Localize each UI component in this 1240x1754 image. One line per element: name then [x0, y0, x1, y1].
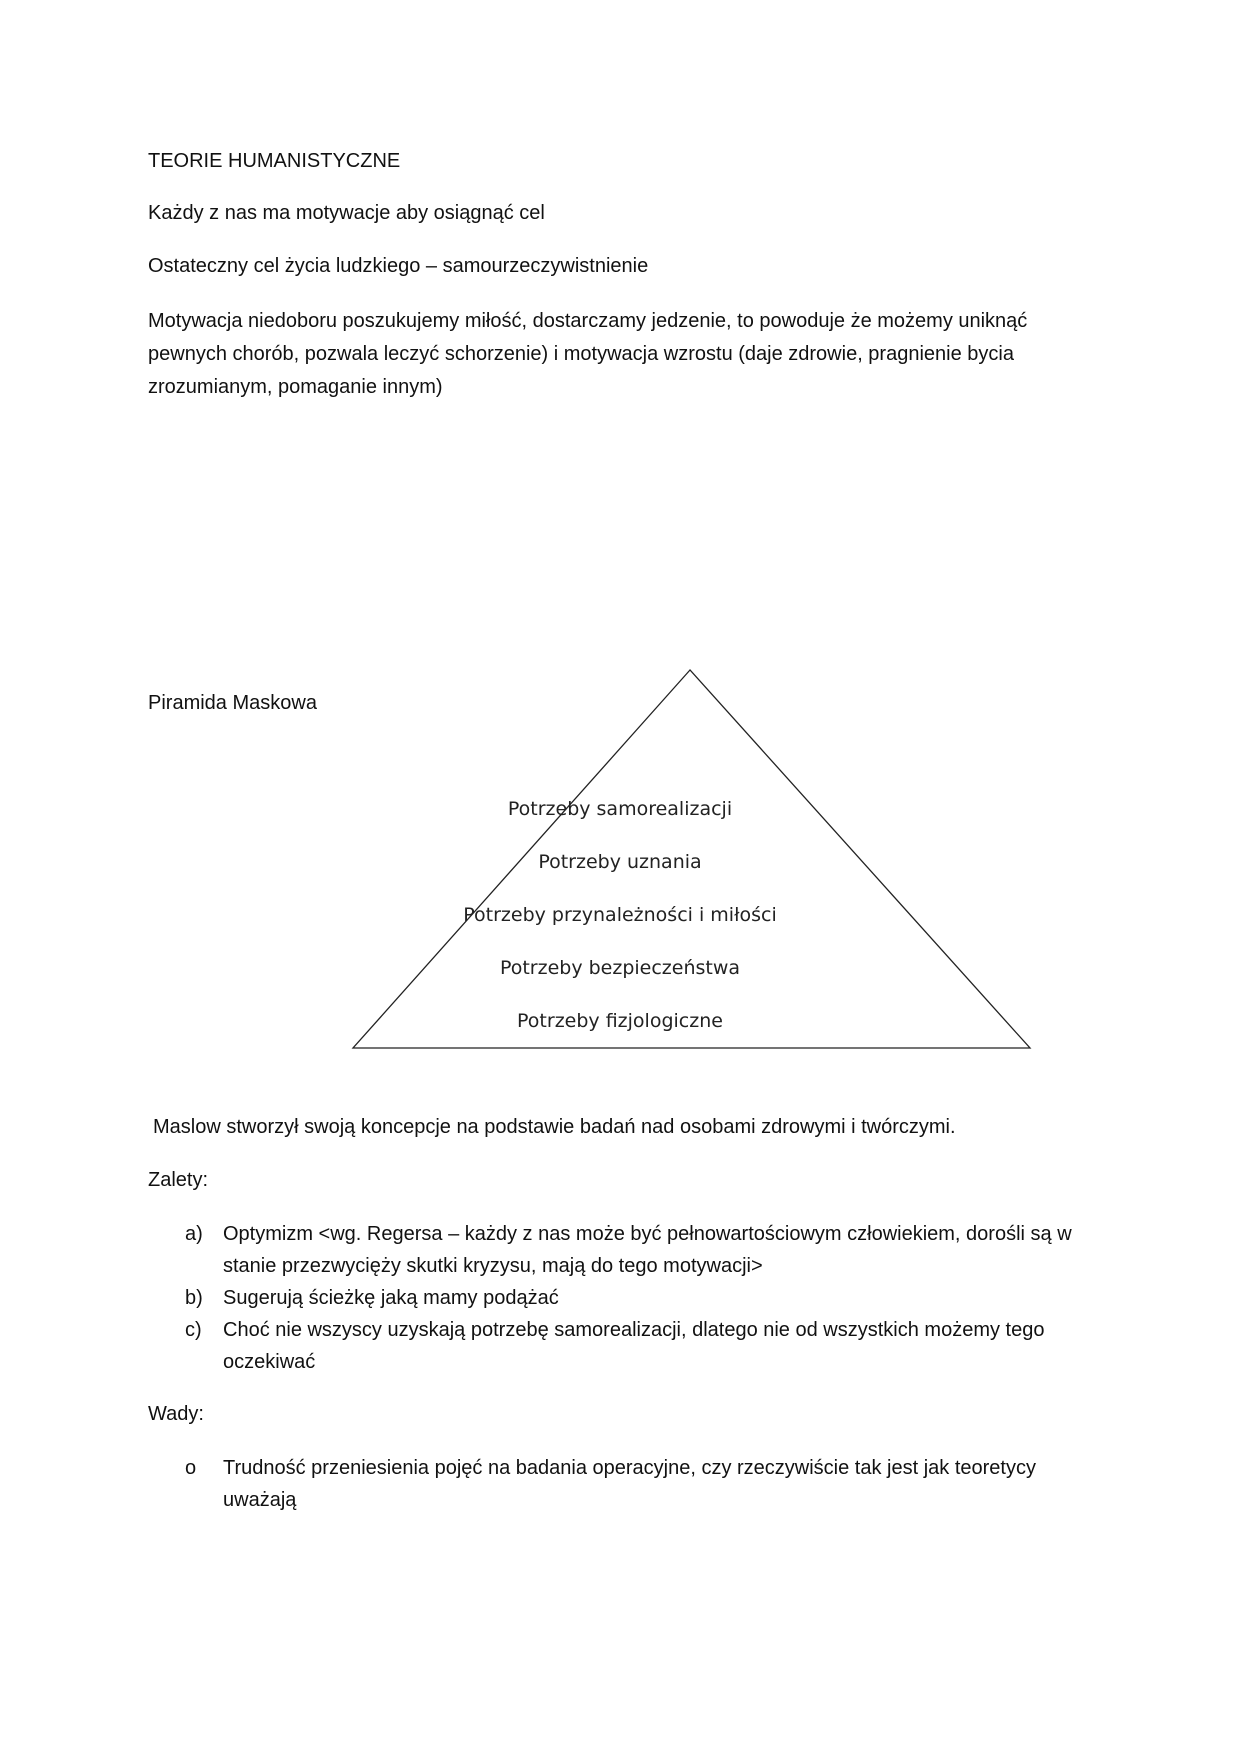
pros-heading: Zalety:: [148, 1169, 209, 1191]
cons-item-1: [185, 1452, 1085, 1516]
pyramid-level-self-actualization: Potrzeby samorealizacji: [507, 798, 733, 820]
maslow-note: Maslow stworzył swoją koncepcje na podstawie badań nad osobami zdrowymi i twórczymi.: [153, 1116, 956, 1138]
paragraph-motivation-types: Motywacja niedoboru poszukujemy miłość, dostarczamy jedzenie, to powoduje że możemy uniknąć pewnych chorób, pozwala leczyć schorzenie) i motywacja wzrostu (daje zdrowie, pragnienie bycia zrozumianym, pomaganie innym): [148, 310, 1028, 398]
pyramid-level-safety: Potrzeby bezpieczeństwa: [499, 957, 741, 979]
list-item-text: Optymizm <wg. Regersa – każdy z nas może być pełnowartościowym człowiekiem, dorośli są w stanie przezwycięży skutki kryzysu, mają do tego motywacji>: [223, 1223, 1072, 1277]
list-item-text: Trudność przeniesienia pojęć na badania operacyjne, czy rzeczywiście tak jest jak teoretycy uważają: [223, 1457, 1036, 1511]
pros-item-c: [185, 1314, 1085, 1378]
pyramid-heading: Piramida Maskowa: [148, 692, 317, 714]
text-line-ultimate-goal: Ostateczny cel życia ludzkiego – samourzeczywistnienie: [148, 255, 649, 277]
pyramid-level-physiological: Potrzeby fizjologiczne: [517, 1010, 723, 1032]
pros-item-a: [185, 1218, 1085, 1282]
list-item-text: Sugerują ścieżkę jaką mamy podążać: [223, 1287, 559, 1309]
document-title: TEORIE HUMANISTYCZNE: [148, 150, 401, 172]
pros-item-b: [185, 1282, 1085, 1314]
list-marker: c): [185, 1319, 202, 1341]
cons-heading: Wady:: [148, 1403, 204, 1425]
list-item-text: Choć nie wszyscy uzyskają potrzebę samorealizacji, dlatego nie od wszystkich możemy tego oczekiwać: [223, 1319, 1045, 1373]
list-marker: o: [185, 1457, 197, 1479]
text-line-motivation: Każdy z nas ma motywacje aby osiągnąć cel: [148, 202, 545, 224]
list-marker: b): [185, 1287, 203, 1309]
list-marker: a): [185, 1223, 203, 1245]
pyramid-level-esteem: Potrzeby uznania: [538, 851, 702, 873]
pyramid-level-belonging: Potrzeby przynależności i miłości: [463, 904, 777, 926]
